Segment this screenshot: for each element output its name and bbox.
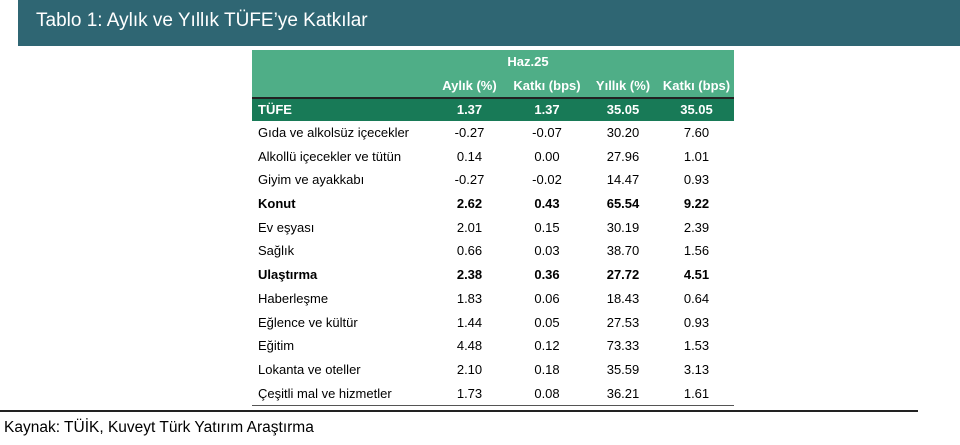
row-monthly: 2.10 bbox=[456, 361, 483, 377]
row-monthly-contribution: 0.18 bbox=[534, 361, 560, 377]
row-annual: 65.54 bbox=[606, 196, 640, 212]
total-annual: 35.05 bbox=[606, 102, 640, 117]
total-row-name: TÜFE bbox=[258, 102, 292, 117]
row-annual: 38.70 bbox=[606, 243, 640, 259]
row-category-name: Gıda ve alkolsüz içecekler bbox=[258, 125, 410, 140]
row-annual: 35.59 bbox=[606, 361, 640, 377]
table-row bbox=[252, 145, 734, 169]
row-monthly-contribution: 0.03 bbox=[534, 243, 560, 259]
table-row bbox=[252, 311, 734, 335]
table-row bbox=[252, 121, 734, 145]
row-annual-contribution: 1.56 bbox=[683, 243, 710, 259]
row-category-name: Eğlence ve kültür bbox=[258, 314, 358, 330]
row-monthly-contribution: 0.06 bbox=[534, 290, 560, 306]
row-annual: 30.20 bbox=[606, 125, 640, 140]
period-header: Haz.25 bbox=[507, 54, 549, 69]
row-annual: 36.21 bbox=[606, 385, 640, 401]
column-header-monthly-contribution: Katkı (bps) bbox=[513, 78, 581, 93]
row-annual: 30.19 bbox=[606, 219, 640, 235]
row-monthly: 2.01 bbox=[456, 219, 483, 235]
row-annual-contribution: 7.60 bbox=[683, 125, 710, 140]
row-monthly: 0.14 bbox=[456, 148, 483, 164]
row-annual: 27.53 bbox=[606, 314, 640, 330]
row-annual-contribution: 1.61 bbox=[683, 385, 710, 401]
total-monthly-contribution: 1.37 bbox=[534, 102, 560, 117]
column-header-annual: Yıllık (%) bbox=[595, 78, 651, 93]
row-monthly-contribution: 0.43 bbox=[534, 196, 560, 212]
source-note: Kaynak: TÜİK, Kuveyt Türk Yatırım Araştırma bbox=[4, 419, 314, 436]
row-category-name: Lokanta ve oteller bbox=[258, 361, 361, 377]
label-header-spacer bbox=[252, 74, 432, 97]
table-row bbox=[252, 216, 734, 240]
row-monthly: 1.73 bbox=[456, 385, 483, 401]
row-annual: 18.43 bbox=[606, 290, 640, 306]
row-category-name: Ulaştırma bbox=[258, 267, 318, 283]
table-row bbox=[252, 168, 734, 192]
title-bar bbox=[18, 0, 960, 46]
row-annual-contribution: 3.13 bbox=[683, 361, 710, 377]
table-row bbox=[252, 192, 734, 216]
row-monthly: 2.62 bbox=[456, 196, 483, 212]
row-annual-contribution: 4.51 bbox=[683, 267, 710, 283]
row-monthly-contribution: -0.02 bbox=[532, 172, 562, 188]
table-title: Tablo 1: Aylık ve Yıllık TÜFE’ye Katkılar bbox=[36, 10, 368, 31]
table-row bbox=[252, 239, 734, 263]
table-row bbox=[252, 287, 734, 311]
row-annual-contribution: 2.39 bbox=[683, 219, 710, 235]
row-monthly: 2.38 bbox=[456, 267, 483, 283]
row-monthly-contribution: 0.08 bbox=[534, 385, 560, 401]
table-row bbox=[252, 382, 734, 406]
row-category-name: Konut bbox=[258, 196, 296, 212]
row-annual: 27.72 bbox=[606, 267, 640, 283]
row-monthly: -0.27 bbox=[454, 125, 485, 140]
row-annual: 27.96 bbox=[606, 148, 640, 164]
column-headers bbox=[252, 74, 734, 97]
row-annual-contribution: 0.64 bbox=[683, 290, 710, 306]
row-annual-contribution: 1.53 bbox=[683, 338, 710, 354]
total-monthly: 1.37 bbox=[456, 102, 483, 117]
table-row bbox=[252, 263, 734, 287]
row-category-name: Ev eşyası bbox=[258, 219, 315, 235]
row-category-name: Giyim ve ayakkabı bbox=[258, 172, 365, 188]
row-category-name: Çeşitli mal ve hizmetler bbox=[258, 385, 392, 401]
row-category-name: Alkollü içecekler ve tütün bbox=[258, 148, 402, 164]
row-monthly: -0.27 bbox=[454, 172, 485, 188]
table-row bbox=[252, 334, 734, 358]
row-category-name: Haberleşme bbox=[258, 290, 329, 306]
row-monthly-contribution: -0.07 bbox=[532, 125, 562, 140]
table-row bbox=[252, 358, 734, 382]
row-monthly: 1.44 bbox=[456, 314, 483, 330]
row-annual: 14.47 bbox=[606, 172, 640, 188]
footer-divider bbox=[0, 410, 918, 412]
row-monthly-contribution: 0.12 bbox=[534, 338, 560, 354]
row-monthly-contribution: 0.00 bbox=[534, 148, 560, 164]
column-header-annual-contribution: Katkı (bps) bbox=[662, 78, 731, 93]
cpi-contribution-table bbox=[252, 50, 734, 406]
row-monthly-contribution: 0.05 bbox=[534, 314, 560, 330]
row-monthly: 4.48 bbox=[456, 338, 483, 354]
row-monthly: 1.83 bbox=[456, 290, 483, 306]
column-header-monthly: Aylık (%) bbox=[442, 78, 497, 93]
row-annual-contribution: 1.01 bbox=[683, 148, 710, 164]
row-monthly-contribution: 0.15 bbox=[534, 219, 560, 235]
row-annual-contribution: 0.93 bbox=[683, 314, 710, 330]
row-monthly: 0.66 bbox=[456, 243, 483, 259]
row-annual-contribution: 9.22 bbox=[683, 196, 710, 212]
row-monthly-contribution: 0.36 bbox=[534, 267, 560, 283]
row-category-name: Eğitim bbox=[258, 338, 295, 354]
table-body bbox=[252, 121, 734, 406]
row-annual-contribution: 0.93 bbox=[683, 172, 710, 188]
row-category-name: Sağlık bbox=[258, 243, 295, 259]
row-annual: 73.33 bbox=[606, 338, 640, 354]
total-row bbox=[252, 97, 734, 121]
table-header bbox=[252, 50, 734, 97]
total-annual-contribution: 35.05 bbox=[680, 102, 713, 117]
